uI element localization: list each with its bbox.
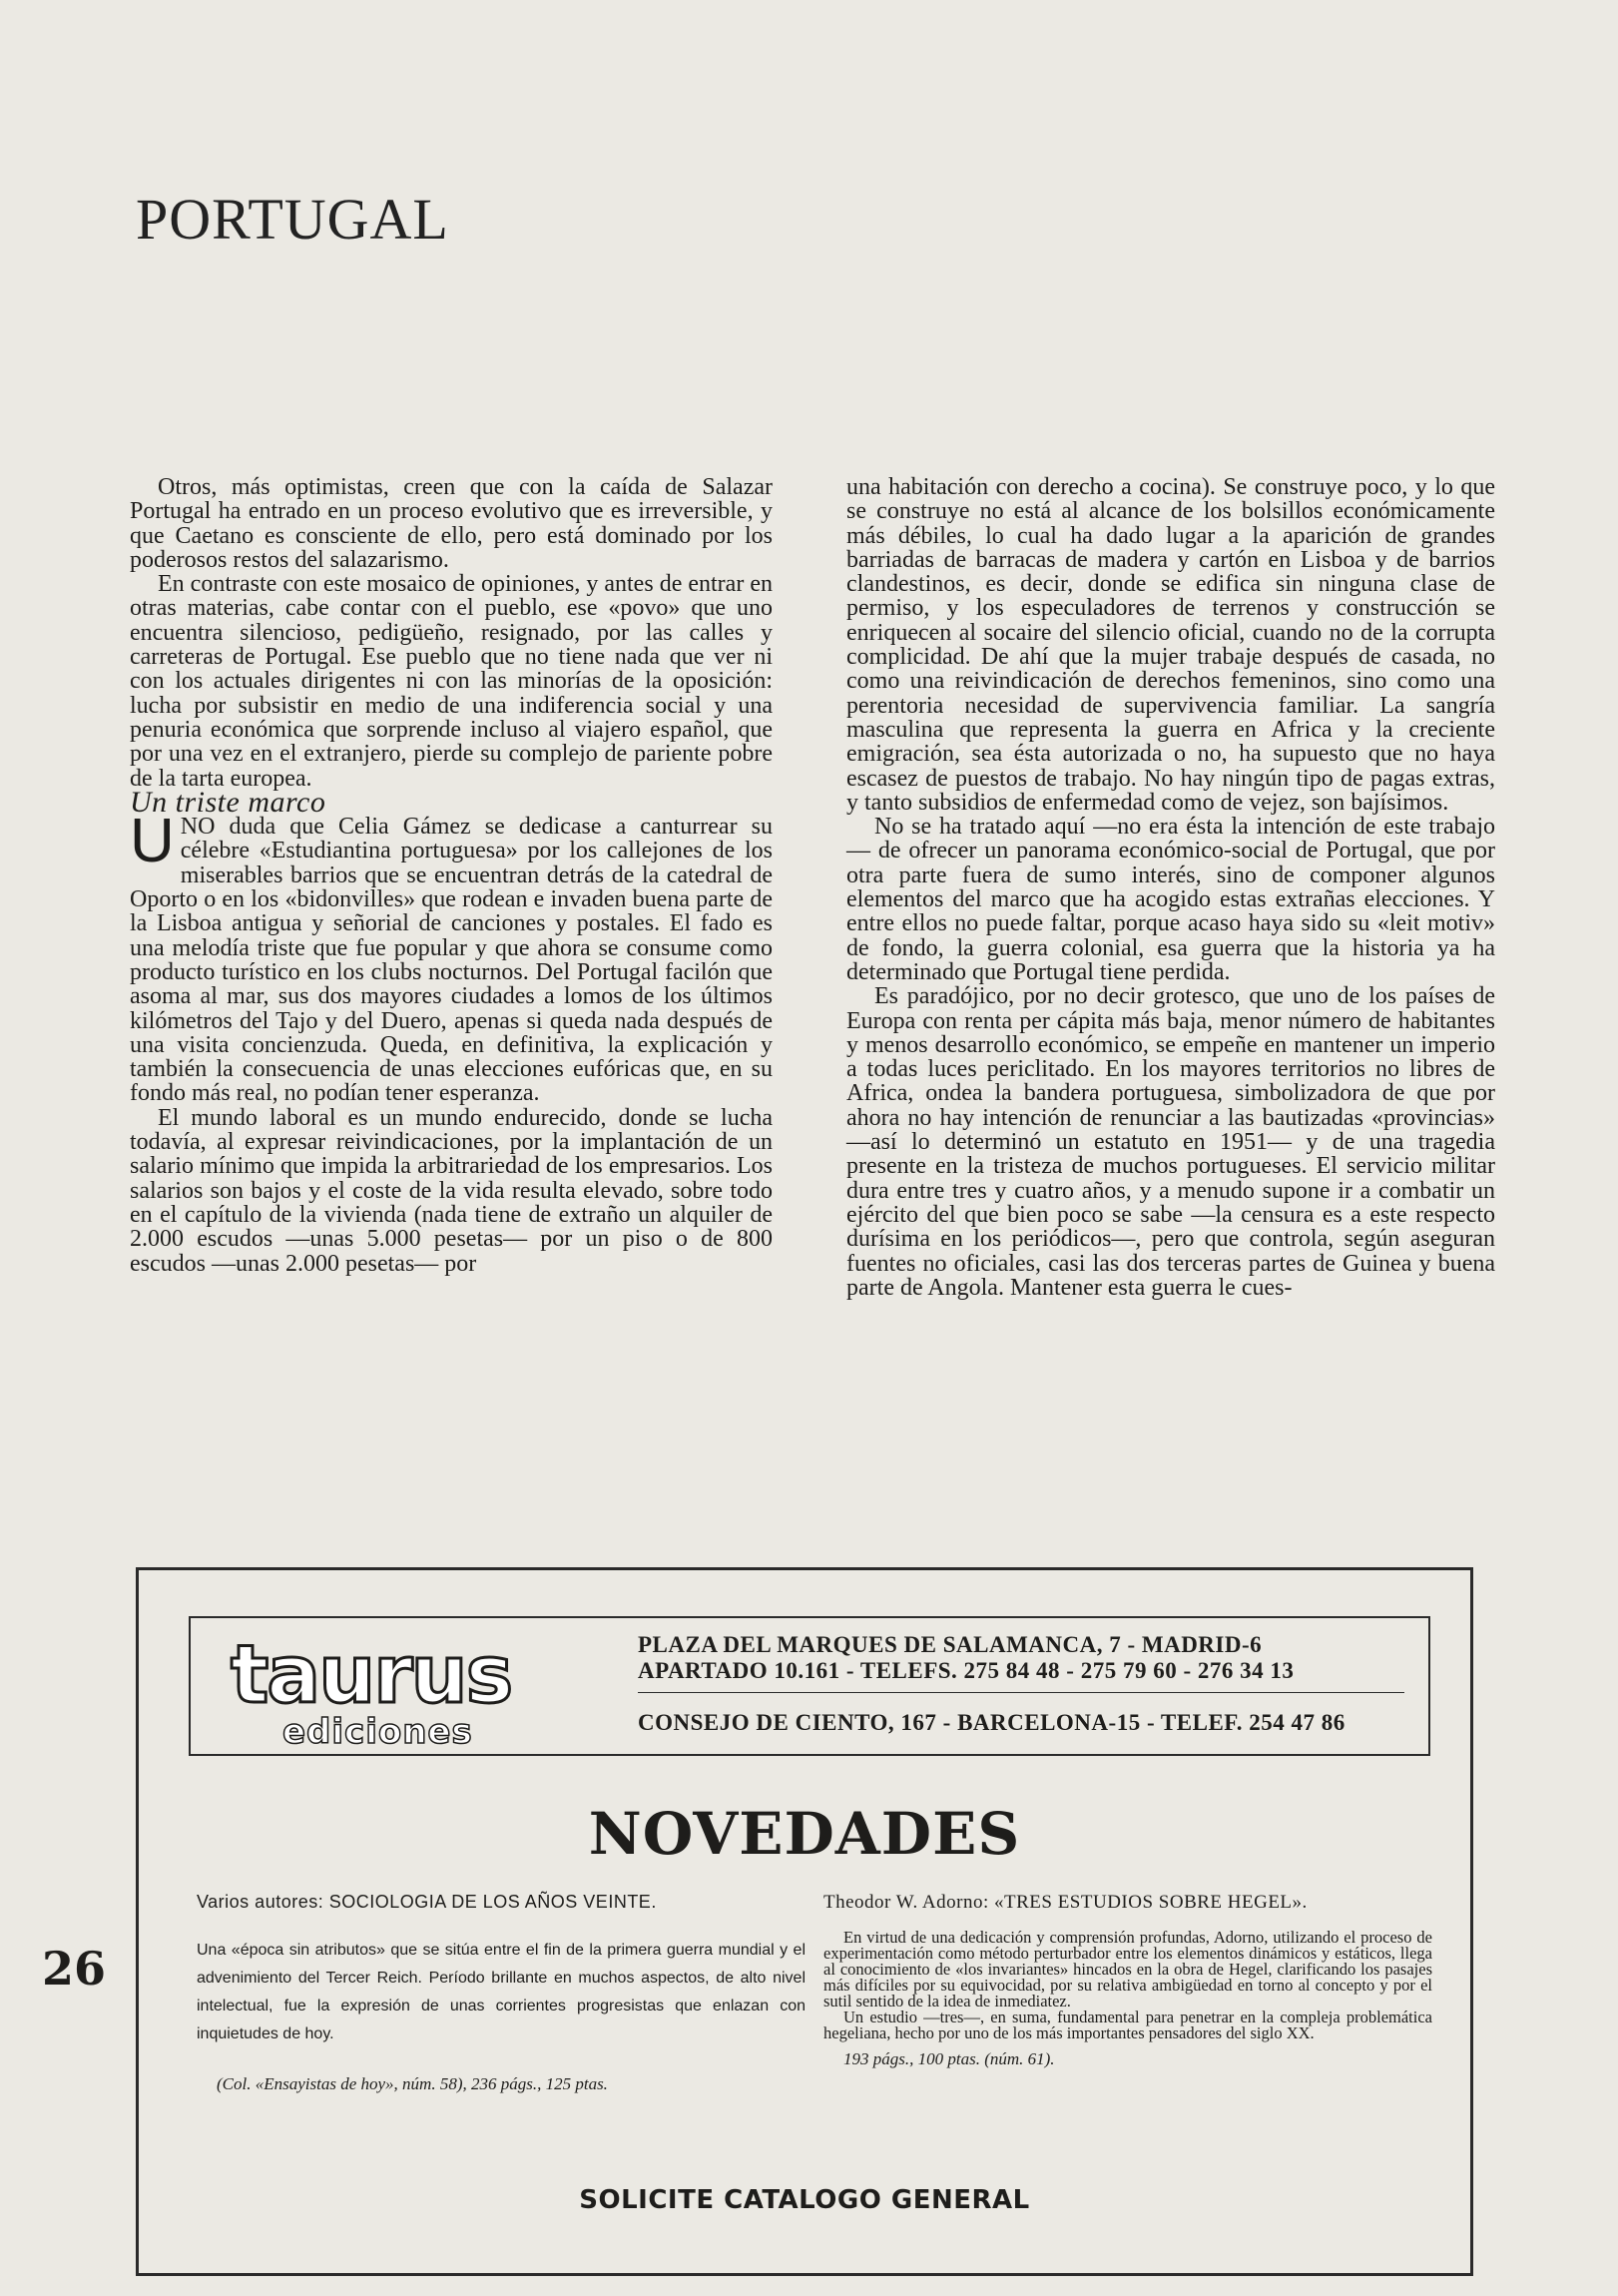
ad-heading: NOVEDADES <box>588 1800 1021 1868</box>
paragraph: El mundo laboral es un mundo endurecido, donde se lucha todavía, al expresar reivindicaciones, por la implantación de un salario mínimo que impida la arbitrariedad de los empresarios. Los salarios son bajos y el coste de la vida resulta elevado, sobre todo en el capítulo de la vivienda (nada tiene de extraño un alquiler de 2.000 escudos —unas 5.000 pesetas— por un piso o de 800 escudos —unas 2.000 pesetas— por <box>130 1104 773 1277</box>
paragraph: En contraste con este mosaico de opiniones, y antes de entrar en otras materias, cabe contar con el pueblo, ese «povo» que uno encuentra silencioso, pedigüeño, resignado, por las calles y carreteras de Portugal. Ese pueblo que no tiene nada que ver ni con los actuales dirigentes ni con las minorías de la oposición: lucha por subsistir en medio de una indiferencia social y una penuria económica que sorprende incluso al viajero español, que por una vez en el extranjero, pierde su complejo de pariente pobre de la tarta europea. <box>130 571 773 792</box>
catalog-request: SOLICITE CATALOGO GENERAL <box>579 2185 1030 2215</box>
page-number: 26 <box>42 1942 107 1996</box>
book-reference: 193 págs., 100 ptas. (núm. 61). <box>843 2049 1055 2068</box>
paragraph: Es paradójico, por no decir grotesco, que uno de los países de Europa con renta per cápita más baja, menor número de habitantes y menos desarrollo económico, se empeñe en mantener un imperio a todas luces periclitado. En los mayores territorios no libres de Africa, ondea la bandera portuguesa, simbolizadora de que por ahora no hay intención de renunciar a las bautizadas «provincias» —así lo determinó un estatuto en 1951— y de una tragedia presente en la tristeza de muchos portugueses. El servicio militar dura entre tres y cuatro años, y a menudo supone ir a combatir un ejército del que bien poco se sabe —la censura es a este respecto durísima en los periódicos—, pero que controla, según aseguran fuentes no oficiales, casi las dos terceras partes de Guinea y buena parte de Angola. Mantener esta guerra le cues- <box>846 983 1495 1301</box>
publisher-logo-subtitle: ediciones <box>282 1712 473 1752</box>
book-title: Varios autores: SOCIOLOGIA DE LOS AÑOS VEINTE. <box>197 1892 657 1912</box>
paragraph: No se ha tratado aquí —no era ésta la intención de este trabajo— de ofrecer un panorama económico-social de Portugal, que por otra parte fuera de sumo interés, sino de componer algunos elementos del marco que ha acogido estas extrañas elecciones. Y entre ellos no puede faltar, porque acaso haya sido su «leit motiv» de fondo, la guerra colonial, esa guerra que la historia ya ha determinado que Portugal tiene perdida. <box>846 814 1495 985</box>
book-title: Theodor W. Adorno: «TRES ESTUDIOS SOBRE HEGEL». <box>823 1892 1308 1913</box>
paragraph-text: NO duda que Celia Gámez se dedicase a canturrear su célebre «Estudiantina portuguesa» por los callejones de los miserables barrios que se encuentran detrás de la catedral de Oporto o en los «bidonvilles» que rodean e invaden buena parte de la Lisboa antigua y señorial de canciones y postales. El fado es una melodía triste que fue popular y que ahora se consume como producto turístico en los clubs nocturnos. Del Portugal facilón que asoma al mar, sus dos mayores ciudades a lomos de los últimos kilómetros del Tajo y del Duero, apenas si queda nada después de una visita concienzuda. Queda, en definitiva, la explicación y también la consecuencia de unas elecciones eufóricas que, en su fondo más real, no podían tener esperanza. <box>130 814 773 1107</box>
book-description: Una «época sin atributos» que se sitúa entre el fin de la primera guerra mundial y el advenimiento del Tercer Reich. Período brillante en muchos aspectos, de alto nivel intelectual, fue la expresión de unas corrientes progresistas que enlazan con inquietudes de hoy. <box>197 1942 806 2042</box>
article-column-left <box>130 475 773 1276</box>
paragraph-dropcap <box>130 807 773 1107</box>
page-title: PORTUGAL <box>136 187 449 252</box>
address-barcelona: CONSEJO DE CIENTO, 167 - BARCELONA-15 - TELEF. 254 47 86 <box>638 1710 1346 1735</box>
address-madrid: PLAZA DEL MARQUES DE SALAMANCA, 7 - MADRID-6 <box>638 1632 1263 1657</box>
section-subheading: Un triste marco <box>130 785 326 819</box>
divider <box>638 1692 1404 1693</box>
drop-cap: U <box>130 807 175 876</box>
paragraph: Otros, más optimistas, creen que con la caída de Salazar Portugal ha entrado en un proceso evolutivo que es irreversible, y que Caetano es consciente de ello, pero está dominado por los poderosos restos del salazarismo. <box>130 474 773 573</box>
book-listing <box>197 1892 806 2094</box>
publisher-logo: taurus <box>231 1628 512 1721</box>
book-description-paragraph: Un estudio —tres—, en suma, fundamental para penetrar en la compleja problemática hegeliana, hecho por uno de los más importantes pensadores del siglo XX. <box>823 2008 1432 2042</box>
book-description <box>823 1930 1432 2041</box>
paragraph: una habitación con derecho a cocina). Se construye poco, y lo que se construye no está al alcance de los bolsillos económicamente más débiles, lo cual ha dado lugar a la aparición de grandes barriadas de barracas de madera y cartón en Lisboa y de barrios clandestinos, es decir, donde se edifica sin ninguna clase de permiso, y los especuladores de terrenos y construcción se enriquecen al socaire del silencio oficial, cuando no de la corrupta complicidad. De ahí que la mujer trabaje después de casada, no como una reivindicación de derechos femeninos, sino como una perentoria necesidad de supervivencia familiar. La sangría masculina que representa la guerra en Africa y la creciente emigración, sea ésta autorizada o no, ha supuesto que no haya escasez de puestos de trabajo. No hay ningún tipo de pagas extras, y tanto subsidios de enfermedad como de vejez, son bajísimos. <box>846 474 1495 816</box>
book-description-paragraph: En virtud de una dedicación y comprensión profundas, Adorno, utilizando el proceso de experimentación como método perturbador entre los elementos dinámicos y estáticos, llega al conocimiento de «los invariantes» hincados en la obra de Hegel, clarificando los pasajes más difíciles por su equivocidad, por su relativa ambigüedad en torno al concepto y por el sutil sentido de la idea de inmediatez. <box>823 1928 1432 2010</box>
article-column-right <box>846 475 1495 1300</box>
book-listing <box>823 1892 1432 2069</box>
advertisement-box <box>136 1567 1473 2276</box>
publisher-header <box>189 1616 1430 1756</box>
address-apartado: APARTADO 10.161 - TELEFS. 275 84 48 - 275 79 60 - 276 34 13 <box>638 1658 1295 1683</box>
book-reference: (Col. «Ensayistas de hoy», núm. 58), 236 págs., 125 ptas. <box>217 2074 608 2093</box>
